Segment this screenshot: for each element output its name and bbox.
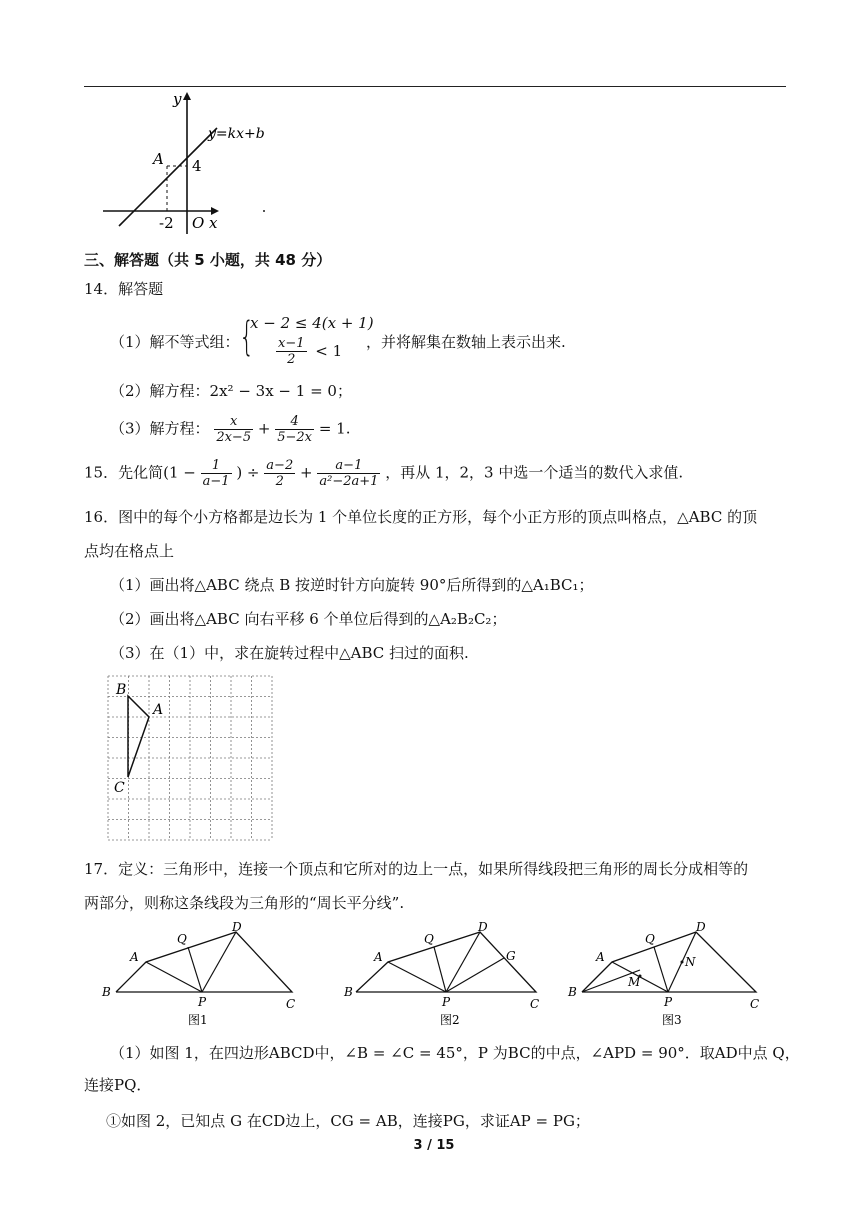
q14-p1-ineq2-tail: < 1 bbox=[315, 341, 343, 360]
fig1-caption: 图1 bbox=[188, 1013, 208, 1027]
q17-line1: 17．定义：三角形中，连接一个顶点和它所对的边上一点，如果所得线段把三角形的周长分成相等的 bbox=[84, 860, 749, 878]
fig2-label-a: A bbox=[374, 950, 383, 964]
fig3-caption: 图3 bbox=[662, 1013, 682, 1027]
q14-p3-fraction1: $\frac{x}{2x-5}$ bbox=[216, 414, 252, 445]
fig3-label-m: M bbox=[628, 975, 641, 989]
q16-grid-figure bbox=[100, 674, 280, 844]
fig1-label-d: D bbox=[232, 920, 242, 934]
q17-figure2 bbox=[340, 918, 550, 1030]
header-rule bbox=[84, 86, 786, 87]
origin-label: O bbox=[192, 214, 205, 232]
y-value-label: 4 bbox=[192, 157, 202, 175]
q14-p1-ineq1: x − 2 ≤ 4(x + 1) bbox=[250, 314, 374, 332]
q14-p3-plus: + bbox=[257, 419, 271, 438]
point-a-label: A bbox=[153, 150, 164, 168]
q14-header: 14．解答题 bbox=[84, 280, 164, 298]
q14-part2: （2）解方程：2x² − 3x − 1 = 0； bbox=[110, 382, 352, 400]
q14-p3-suffix: = 1. bbox=[318, 419, 351, 438]
fig2-caption: 图2 bbox=[440, 1013, 460, 1027]
fig3-label-p: P bbox=[664, 995, 673, 1009]
fig3-label-a: A bbox=[596, 950, 605, 964]
fig1-label-q: Q bbox=[177, 932, 187, 946]
q17-figure3 bbox=[564, 918, 774, 1030]
grid-label-a: A bbox=[153, 702, 164, 718]
q15-fraction3: $\frac{a-1}{\text{a²−2a+1}}$ bbox=[319, 458, 379, 489]
fig3-label-b: B bbox=[568, 985, 577, 999]
q16-part2: （2）画出将△ABC 向右平移 6 个单位后得到的△A₂B₂C₂； bbox=[110, 610, 507, 628]
q16-part3: （3）在（1）中，求在旋转过程中△ABC 扫过的面积. bbox=[110, 644, 469, 662]
fig3-label-c: C bbox=[750, 997, 760, 1011]
fig3-label-n: N bbox=[685, 955, 696, 969]
q15-mid2: + bbox=[300, 463, 313, 482]
stray-dot bbox=[263, 210, 265, 212]
linear-function-graph bbox=[95, 88, 275, 238]
fig2-label-c: C bbox=[530, 997, 540, 1011]
grid-label-b: B bbox=[116, 682, 127, 698]
fig1-label-a: A bbox=[130, 950, 139, 964]
q17-line2: 两部分，则称这条线段为三角形的“周长平分线”. bbox=[84, 894, 405, 912]
q15 bbox=[84, 458, 683, 489]
triangle-abc bbox=[128, 696, 149, 777]
q17-subpart1: ①如图 2，已知点 G 在CD边上，CG = AB，连接PG，求证AP = PG； bbox=[106, 1112, 590, 1130]
q14-p1-prefix: （1）解不等式组： bbox=[110, 333, 240, 351]
y-axis-label: y bbox=[173, 90, 182, 108]
y-axis-arrow bbox=[183, 92, 191, 100]
q17-figure1 bbox=[98, 918, 308, 1030]
fig2-label-p: P bbox=[442, 995, 451, 1009]
fig3-label-d: D bbox=[696, 920, 706, 934]
q14-p1-suffix: ，并将解集在数轴上表示出来. bbox=[366, 333, 566, 351]
fig3-label-q: Q bbox=[645, 932, 655, 946]
q16-part1: （1）画出将△ABC 绕点 B 按逆时针方向旋转 90°后所得到的△A₁BC₁； bbox=[110, 576, 594, 594]
q17-part1-line1: （1）如图 1，在四边形ABCD中，∠B = ∠C = 45°，P 为BC的中点，∠APD = 90°．取AD中点 Q， bbox=[110, 1044, 800, 1062]
q17-part1-line2: 连接PQ． bbox=[84, 1076, 152, 1094]
fig2-label-q: Q bbox=[424, 932, 434, 946]
page-number: 3 / 15 bbox=[413, 1138, 455, 1153]
q16-line2: 点均在格点上 bbox=[84, 542, 175, 560]
q15-fraction2: $\frac{a-2}{2}$ bbox=[266, 458, 294, 489]
q14-part3 bbox=[110, 414, 350, 445]
q15-prefix: 15．先化简(1 − bbox=[84, 463, 196, 482]
fig1-label-c: C bbox=[286, 997, 296, 1011]
q16-line1: 16．图中的每个小方格都是边长为 1 个单位长度的正方形，每个小正方形的顶点叫格点，△ABC 的顶 bbox=[84, 508, 758, 526]
system-brace: { bbox=[239, 314, 255, 360]
fig2-label-b: B bbox=[344, 985, 353, 999]
line-label: y=kx+b bbox=[208, 126, 265, 142]
q15-suffix: ，再从 1，2，3 中选一个适当的数代入求值. bbox=[385, 463, 684, 482]
x-axis-label: x bbox=[209, 214, 218, 232]
q14-p1-fraction: $\frac{x-1}{2}$ bbox=[278, 336, 305, 367]
section-title: 三、解答题（共 5 小题，共 48 分） bbox=[84, 251, 332, 269]
q14-p3-prefix: （3）解方程： bbox=[110, 419, 210, 438]
fig2-label-d: D bbox=[478, 920, 488, 934]
q14-p3-fraction2: $\frac{4}{5-2x}$ bbox=[277, 414, 313, 445]
x-value-label: -2 bbox=[159, 214, 174, 232]
q15-mid1: ) ÷ bbox=[236, 463, 260, 482]
q15-fraction1: $\frac{1}{a-1}$ bbox=[202, 458, 230, 489]
fig2-label-g: G bbox=[506, 949, 516, 963]
grid-label-c: C bbox=[114, 780, 125, 796]
fig1-label-b: B bbox=[102, 985, 111, 999]
fig1-label-p: P bbox=[198, 995, 207, 1009]
